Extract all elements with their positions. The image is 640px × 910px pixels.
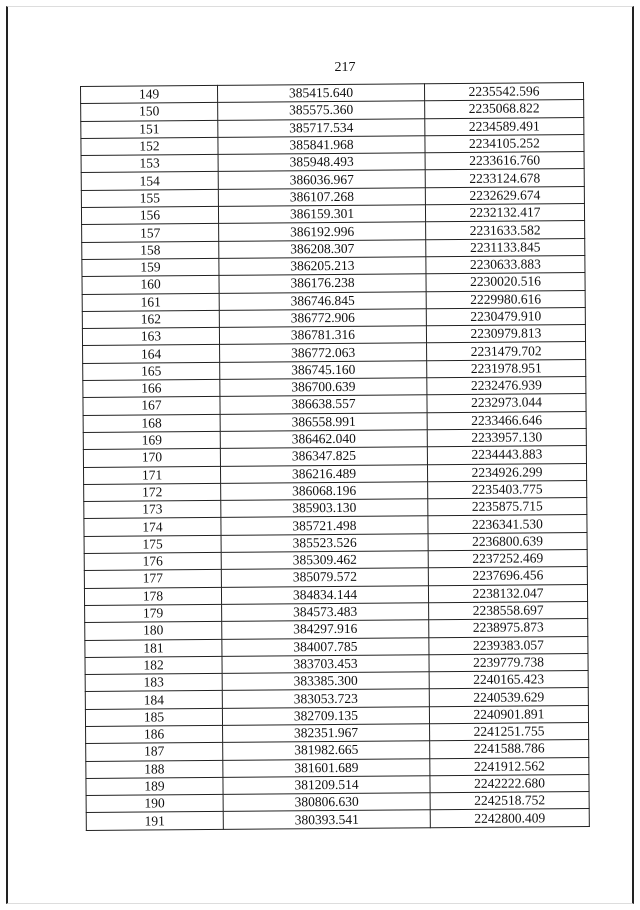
x-coordinate-cell: 380393.541: [223, 810, 430, 829]
point-number-cell: 160: [82, 276, 219, 294]
y-coordinate-cell: 2242800.409: [430, 809, 589, 828]
y-coordinate-cell: 2235875.715: [428, 498, 587, 517]
point-number-cell: 184: [85, 691, 222, 709]
point-number-cell: 151: [81, 120, 218, 138]
x-coordinate-cell: 386558.991: [220, 412, 427, 431]
y-coordinate-cell: 2241251.755: [430, 723, 589, 742]
y-coordinate-cell: 2231978.951: [427, 359, 586, 378]
y-coordinate-cell: 2233616.760: [425, 152, 584, 171]
point-number-cell: 173: [84, 501, 221, 519]
y-coordinate-cell: 2239383.057: [429, 636, 588, 655]
x-coordinate-cell: 386700.639: [220, 378, 427, 397]
x-coordinate-cell: 383385.300: [222, 672, 429, 691]
y-coordinate-cell: 2233466.646: [427, 411, 586, 430]
point-number-cell: 161: [82, 293, 219, 311]
point-number-cell: 164: [83, 345, 220, 363]
point-number-cell: 188: [86, 760, 223, 778]
y-coordinate-cell: 2235403.775: [428, 480, 587, 499]
point-number-cell: 172: [84, 483, 221, 501]
point-number-cell: 149: [81, 85, 218, 103]
x-coordinate-cell: 386216.489: [220, 464, 427, 483]
y-coordinate-cell: 2232973.044: [427, 394, 586, 413]
point-number-cell: 169: [83, 431, 220, 449]
point-number-cell: 170: [83, 449, 220, 467]
y-coordinate-cell: 2237696.456: [428, 567, 587, 586]
x-coordinate-cell: 386772.063: [220, 343, 427, 362]
point-number-cell: 162: [82, 310, 219, 328]
coordinate-table: [80, 82, 590, 831]
x-coordinate-cell: 386107.268: [218, 188, 425, 207]
point-number-cell: 182: [85, 656, 222, 674]
y-coordinate-cell: 2240539.629: [429, 688, 588, 707]
y-coordinate-cell: 2230633.883: [426, 256, 585, 275]
y-coordinate-cell: 2232476.939: [427, 377, 586, 396]
point-number-cell: 171: [83, 466, 220, 484]
y-coordinate-cell: 2236800.639: [428, 532, 587, 551]
x-coordinate-cell: 385717.534: [218, 118, 425, 137]
table-row: [86, 809, 589, 830]
x-coordinate-cell: 383703.453: [222, 655, 429, 674]
point-number-cell: 159: [82, 258, 219, 276]
x-coordinate-cell: 386176.238: [219, 274, 426, 293]
point-number-cell: 178: [84, 587, 221, 605]
point-number-cell: 183: [85, 673, 222, 691]
y-coordinate-cell: 2242222.680: [430, 774, 589, 793]
y-coordinate-cell: 2229980.616: [426, 290, 585, 309]
y-coordinate-cell: 2234105.252: [425, 134, 584, 153]
y-coordinate-cell: 2231633.582: [426, 221, 585, 240]
y-coordinate-cell: 2238132.047: [428, 584, 587, 603]
x-coordinate-cell: 386068.196: [221, 482, 428, 501]
y-coordinate-cell: 2242518.752: [430, 792, 589, 811]
point-number-cell: 152: [81, 137, 218, 155]
x-coordinate-cell: 386205.213: [219, 257, 426, 276]
y-coordinate-cell: 2235542.596: [424, 83, 583, 102]
y-coordinate-cell: 2233124.678: [425, 169, 584, 188]
point-number-cell: 179: [85, 604, 222, 622]
x-coordinate-cell: 383053.723: [222, 689, 429, 708]
x-coordinate-cell: 385415.640: [217, 84, 424, 103]
y-coordinate-cell: 2234589.491: [425, 117, 584, 136]
y-coordinate-cell: 2232629.674: [425, 186, 584, 205]
point-number-cell: 189: [86, 777, 223, 795]
x-coordinate-cell: 386347.825: [220, 447, 427, 466]
y-coordinate-cell: 2239779.738: [429, 653, 588, 672]
x-coordinate-cell: 386159.301: [218, 205, 425, 224]
y-coordinate-cell: 2231479.702: [427, 342, 586, 361]
y-coordinate-cell: 2241588.786: [430, 740, 589, 759]
y-coordinate-cell: 2238558.697: [429, 601, 588, 620]
x-coordinate-cell: 386208.307: [219, 239, 426, 258]
x-coordinate-cell: 385309.462: [221, 551, 428, 570]
y-coordinate-cell: 2240165.423: [429, 671, 588, 690]
x-coordinate-cell: 384007.785: [222, 637, 429, 656]
point-number-cell: 187: [86, 743, 223, 761]
y-coordinate-cell: 2231133.845: [426, 238, 585, 257]
x-coordinate-cell: 386192.996: [219, 222, 426, 241]
x-coordinate-cell: 386745.160: [220, 361, 427, 380]
x-coordinate-cell: 385903.130: [221, 499, 428, 518]
point-number-cell: 181: [85, 639, 222, 657]
x-coordinate-cell: 382351.967: [223, 724, 430, 743]
x-coordinate-cell: 385841.968: [218, 136, 425, 155]
y-coordinate-cell: 2241912.562: [430, 757, 589, 776]
y-coordinate-cell: 2230979.813: [426, 325, 585, 344]
point-number-cell: 180: [85, 622, 222, 640]
y-coordinate-cell: 2234443.883: [427, 446, 586, 465]
x-coordinate-cell: 385721.498: [221, 516, 428, 535]
x-coordinate-cell: 382709.135: [222, 706, 429, 725]
point-number-cell: 175: [84, 535, 221, 553]
point-number-cell: 185: [85, 708, 222, 726]
y-coordinate-cell: 2233957.130: [427, 428, 586, 447]
point-number-cell: 163: [82, 328, 219, 346]
point-number-cell: 155: [81, 189, 218, 207]
point-number-cell: 177: [84, 570, 221, 588]
x-coordinate-cell: 385948.493: [218, 153, 425, 172]
x-coordinate-cell: 384297.916: [222, 620, 429, 639]
y-coordinate-cell: 2240901.891: [429, 705, 588, 724]
point-number-cell: 174: [84, 518, 221, 536]
y-coordinate-cell: 2238975.873: [429, 619, 588, 638]
point-number-cell: 167: [83, 397, 220, 415]
point-number-cell: 156: [81, 206, 218, 224]
page-number: 217: [334, 60, 356, 75]
x-coordinate-cell: 386462.040: [220, 430, 427, 449]
x-coordinate-cell: 386638.557: [220, 395, 427, 414]
x-coordinate-cell: 385079.572: [221, 568, 428, 587]
y-coordinate-cell: 2232132.417: [425, 204, 584, 223]
y-coordinate-cell: 2237252.469: [428, 550, 587, 569]
x-coordinate-cell: 386036.967: [218, 170, 425, 189]
point-number-cell: 191: [86, 812, 223, 830]
x-coordinate-cell: 380806.630: [223, 793, 430, 812]
point-number-cell: 158: [82, 241, 219, 259]
y-coordinate-cell: 2234926.299: [427, 463, 586, 482]
point-number-cell: 150: [81, 103, 218, 121]
x-coordinate-cell: 386781.316: [219, 326, 426, 345]
x-coordinate-cell: 384573.483: [222, 603, 429, 622]
x-coordinate-cell: 385523.526: [221, 533, 428, 552]
x-coordinate-cell: 384834.144: [221, 585, 428, 604]
y-coordinate-cell: 2230479.910: [426, 307, 585, 326]
point-number-cell: 168: [83, 414, 220, 432]
point-number-cell: 165: [83, 362, 220, 380]
point-number-cell: 176: [84, 552, 221, 570]
y-coordinate-cell: 2236341.530: [428, 515, 587, 534]
point-number-cell: 186: [86, 725, 223, 743]
x-coordinate-cell: 386772.906: [219, 309, 426, 328]
point-number-cell: 153: [81, 155, 218, 173]
x-coordinate-cell: 381982.665: [223, 741, 430, 760]
y-coordinate-cell: 2230020.516: [426, 273, 585, 292]
x-coordinate-cell: 386746.845: [219, 291, 426, 310]
point-number-cell: 154: [81, 172, 218, 190]
x-coordinate-cell: 381209.514: [223, 776, 430, 795]
x-coordinate-cell: 385575.360: [218, 101, 425, 120]
point-number-cell: 157: [82, 224, 219, 242]
x-coordinate-cell: 381601.689: [223, 758, 430, 777]
coordinate-table-body: [81, 83, 590, 831]
point-number-cell: 190: [86, 795, 223, 813]
point-number-cell: 166: [83, 379, 220, 397]
y-coordinate-cell: 2235068.822: [425, 100, 584, 119]
